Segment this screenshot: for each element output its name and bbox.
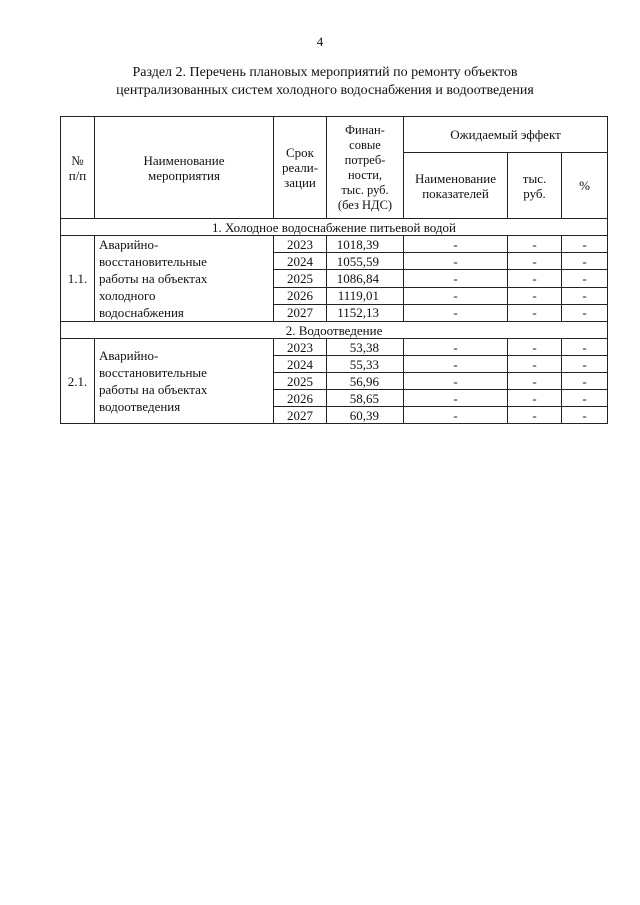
plan-table: [60, 116, 608, 424]
header-thousand-rub-line: руб.: [523, 185, 546, 201]
header-effect: Ожидаемый эффект: [404, 117, 608, 153]
section-title-line1: Раздел 2. Перечень плановых мероприятий по ремонту объектов: [132, 65, 518, 80]
indicator-cell: -: [404, 356, 508, 373]
row-number: 2.1.: [61, 339, 95, 424]
measure-name-line: водоотведения: [99, 399, 181, 414]
header-term-line: Срок: [286, 145, 314, 160]
amount-cell: 58,65: [327, 390, 404, 407]
header-num: [61, 117, 95, 219]
year-cell: 2024: [274, 253, 327, 270]
percent-cell: -: [562, 339, 608, 356]
amount-cell: 1086,84: [327, 270, 404, 287]
header-thousand-rub-line: тыс.: [522, 170, 547, 186]
percent-cell: -: [562, 390, 608, 407]
year-cell: 2023: [274, 339, 327, 356]
indicator-cell: -: [404, 253, 508, 270]
section-title-line2: централизованных систем холодного водоснабжения и водоотведения: [116, 83, 534, 98]
measure-name-line: Аварийно-: [99, 237, 159, 252]
year-cell: 2025: [274, 270, 327, 287]
header-num-line: №: [71, 152, 84, 168]
year-cell: 2027: [274, 407, 327, 424]
year-cell: 2023: [274, 236, 327, 253]
header-name-line: мероприятия: [147, 167, 220, 183]
header-percent: %: [562, 153, 608, 219]
rub-cell: -: [508, 407, 562, 424]
amount-cell: 60,39: [327, 407, 404, 424]
header-finance-line: (без НДС): [337, 197, 393, 212]
measure-name: [95, 339, 274, 424]
amount-cell: 1055,59: [327, 253, 404, 270]
indicator-cell: -: [404, 339, 508, 356]
header-finance: [327, 117, 404, 219]
percent-cell: -: [562, 270, 608, 287]
rub-cell: -: [508, 356, 562, 373]
indicator-cell: -: [404, 270, 508, 287]
amount-cell: 55,33: [327, 356, 404, 373]
indicator-cell: -: [404, 304, 508, 321]
group-title: 1. Холодное водоснабжение питьевой водой: [61, 219, 608, 236]
year-cell: 2026: [274, 287, 327, 304]
header-term-line: зации: [284, 175, 316, 190]
indicator-cell: -: [404, 407, 508, 424]
measure-name-line: работы на объектах: [99, 382, 208, 397]
group-title: 2. Водоотведение: [61, 322, 608, 339]
measure-name-line: восстановительные: [99, 365, 207, 380]
indicator-cell: -: [404, 373, 508, 390]
header-finance-line: совые: [349, 137, 381, 152]
amount-cell: 1119,01: [327, 287, 404, 304]
rub-cell: -: [508, 270, 562, 287]
year-cell: 2025: [274, 373, 327, 390]
header-finance-line: потреб-: [344, 152, 386, 167]
rub-cell: -: [508, 390, 562, 407]
header-thousand-rub: [508, 153, 562, 219]
header-name-line: Наименование: [143, 152, 225, 168]
section-title: [60, 64, 590, 100]
header-term-line: реали-: [281, 160, 319, 175]
rub-cell: -: [508, 287, 562, 304]
rub-cell: -: [508, 304, 562, 321]
measure-name-line: холодного: [99, 288, 156, 303]
header-num-line: п/п: [68, 167, 87, 183]
indicator-cell: -: [404, 390, 508, 407]
amount-cell: 1018,39: [327, 236, 404, 253]
percent-cell: -: [562, 407, 608, 424]
header-name: [95, 117, 274, 219]
percent-cell: -: [562, 373, 608, 390]
percent-cell: -: [562, 356, 608, 373]
rub-cell: -: [508, 339, 562, 356]
page-number: 4: [316, 34, 324, 49]
rub-cell: -: [508, 253, 562, 270]
measure-name-line: водоснабжения: [99, 305, 184, 320]
indicator-cell: -: [404, 236, 508, 253]
amount-cell: 56,96: [327, 373, 404, 390]
header-indicators-line: показателей: [422, 185, 489, 201]
amount-cell: 1152,13: [327, 304, 404, 321]
percent-cell: -: [562, 236, 608, 253]
header-indicators-line: Наименование: [415, 170, 496, 186]
percent-cell: -: [562, 253, 608, 270]
header-finance-line: тыс. руб.: [341, 182, 389, 197]
year-cell: 2024: [274, 356, 327, 373]
amount-cell: 53,38: [327, 339, 404, 356]
row-number: 1.1.: [61, 236, 95, 322]
measure-name-line: Аварийно-: [99, 348, 159, 363]
header-finance-line: ности,: [347, 167, 383, 182]
percent-cell: -: [562, 304, 608, 321]
rub-cell: -: [508, 236, 562, 253]
header-finance-line: Финан-: [345, 122, 385, 137]
rub-cell: -: [508, 373, 562, 390]
measure-name: [95, 236, 274, 322]
header-indicators: [404, 153, 508, 219]
year-cell: 2027: [274, 304, 327, 321]
header-term: [274, 117, 327, 219]
year-cell: 2026: [274, 390, 327, 407]
measure-name-line: работы на объектах: [99, 271, 208, 286]
measure-name-line: восстановительные: [99, 254, 207, 269]
indicator-cell: -: [404, 287, 508, 304]
percent-cell: -: [562, 287, 608, 304]
